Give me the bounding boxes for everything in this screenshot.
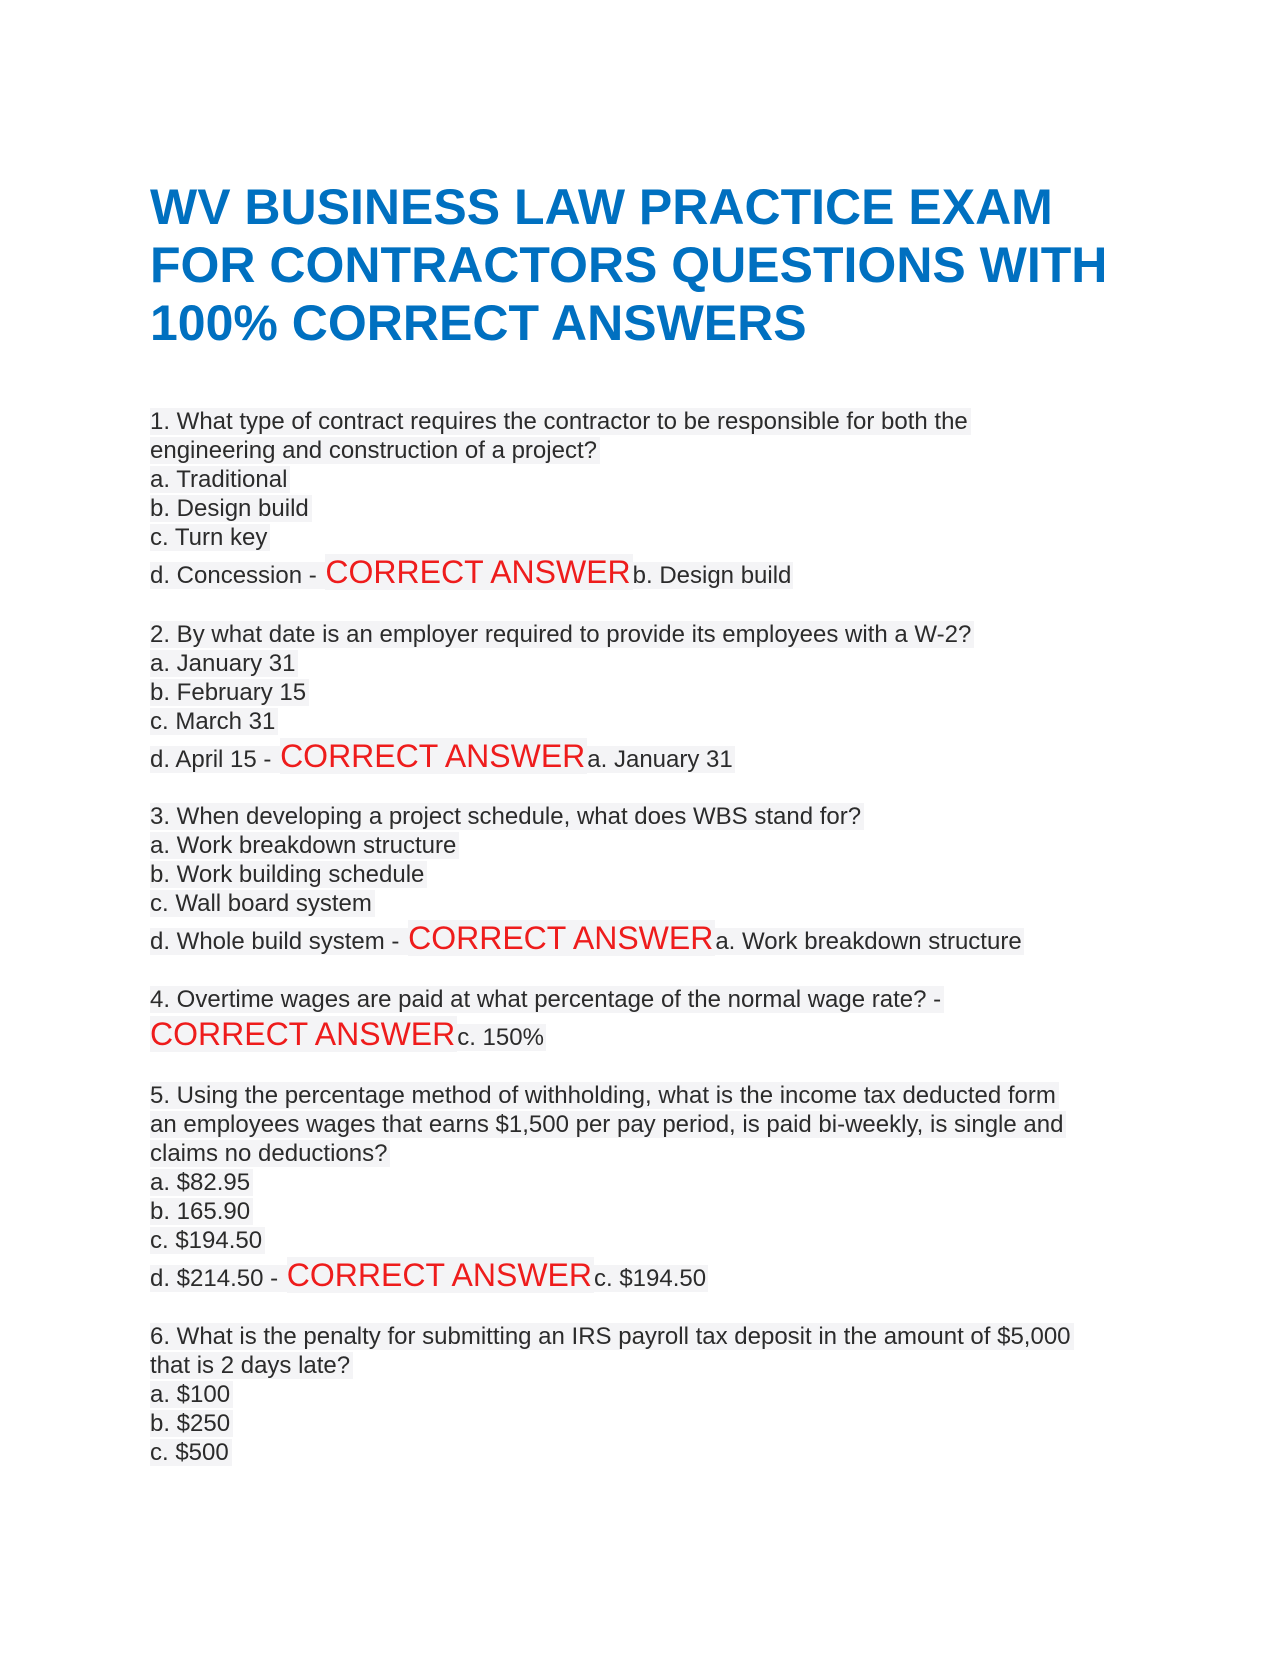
option-b: b. 165.90 xyxy=(150,1198,253,1225)
question-4 xyxy=(150,985,1150,1052)
title-line: 100% CORRECT ANSWERS xyxy=(150,295,807,351)
option-d-answer-line xyxy=(150,918,1150,956)
correct-answer-label: CORRECT ANSWER xyxy=(280,738,586,774)
question-text: claims no deductions? xyxy=(150,1140,390,1167)
option-a: a. Work breakdown structure xyxy=(150,832,459,859)
question-text: 1. What type of contract requires the contractor to be responsible for both the xyxy=(150,408,971,435)
option-c: c. $194.50 xyxy=(150,1227,265,1254)
question-text: 5. Using the percentage method of withholding, what is the income tax deducted form xyxy=(150,1082,1059,1109)
question-text: 3. When developing a project schedule, what does WBS stand for? xyxy=(150,803,864,830)
option-d: d. Whole build system - xyxy=(150,928,407,955)
option-c: c. March 31 xyxy=(150,708,278,735)
option-a: a. January 31 xyxy=(150,650,298,677)
option-c: c. Wall board system xyxy=(150,890,375,917)
question-3 xyxy=(150,802,1150,956)
correct-answer-label: CORRECT ANSWER xyxy=(408,920,714,956)
option-d: d. April 15 - xyxy=(150,746,279,773)
question-text: an employees wages that earns $1,500 per pay period, is paid bi-weekly, is single and xyxy=(150,1111,1066,1138)
correct-answer-value: a. January 31 xyxy=(587,746,733,773)
correct-answer-label: CORRECT ANSWER xyxy=(325,554,631,590)
correct-answer-label: CORRECT ANSWER xyxy=(286,1257,592,1293)
option-c: c. Turn key xyxy=(150,524,270,551)
option-d-answer-line xyxy=(150,736,1150,774)
correct-answer-value: c. 150% xyxy=(457,1024,544,1051)
question-text: 4. Overtime wages are paid at what percentage of the normal wage rate? - xyxy=(150,986,944,1013)
option-d-answer-line xyxy=(150,552,1150,590)
correct-answer-value: b. Design build xyxy=(632,562,792,589)
option-b: b. Design build xyxy=(150,495,312,522)
option-d: d. Concession - xyxy=(150,562,324,589)
title-line: WV BUSINESS LAW PRACTICE EXAM xyxy=(150,179,1053,235)
question-text: engineering and construction of a project? xyxy=(150,437,600,464)
document-title xyxy=(150,178,1150,352)
question-text: that is 2 days late? xyxy=(150,1352,353,1379)
question-1 xyxy=(150,407,1150,590)
answer-line xyxy=(150,1014,1150,1052)
question-5 xyxy=(150,1081,1150,1293)
option-b: b. $250 xyxy=(150,1410,233,1437)
option-d-answer-line xyxy=(150,1255,1150,1293)
option-a: a. $100 xyxy=(150,1381,233,1408)
option-b: b. Work building schedule xyxy=(150,861,427,888)
option-d: d. $214.50 - xyxy=(150,1265,285,1292)
title-line: FOR CONTRACTORS QUESTIONS WITH xyxy=(150,237,1108,293)
question-text: 2. By what date is an employer required to provide its employees with a W-2? xyxy=(150,621,974,648)
option-b: b. February 15 xyxy=(150,679,309,706)
option-a: a. $82.95 xyxy=(150,1169,253,1196)
option-a: a. Traditional xyxy=(150,466,290,493)
correct-answer-label: CORRECT ANSWER xyxy=(150,1016,456,1052)
question-2 xyxy=(150,620,1150,774)
option-c: c. $500 xyxy=(150,1439,232,1466)
correct-answer-value: c. $194.50 xyxy=(593,1265,707,1292)
question-text: 6. What is the penalty for submitting an IRS payroll tax deposit in the amount of $5,000 xyxy=(150,1323,1074,1350)
question-6 xyxy=(150,1322,1150,1467)
correct-answer-value: a. Work breakdown structure xyxy=(715,928,1022,955)
